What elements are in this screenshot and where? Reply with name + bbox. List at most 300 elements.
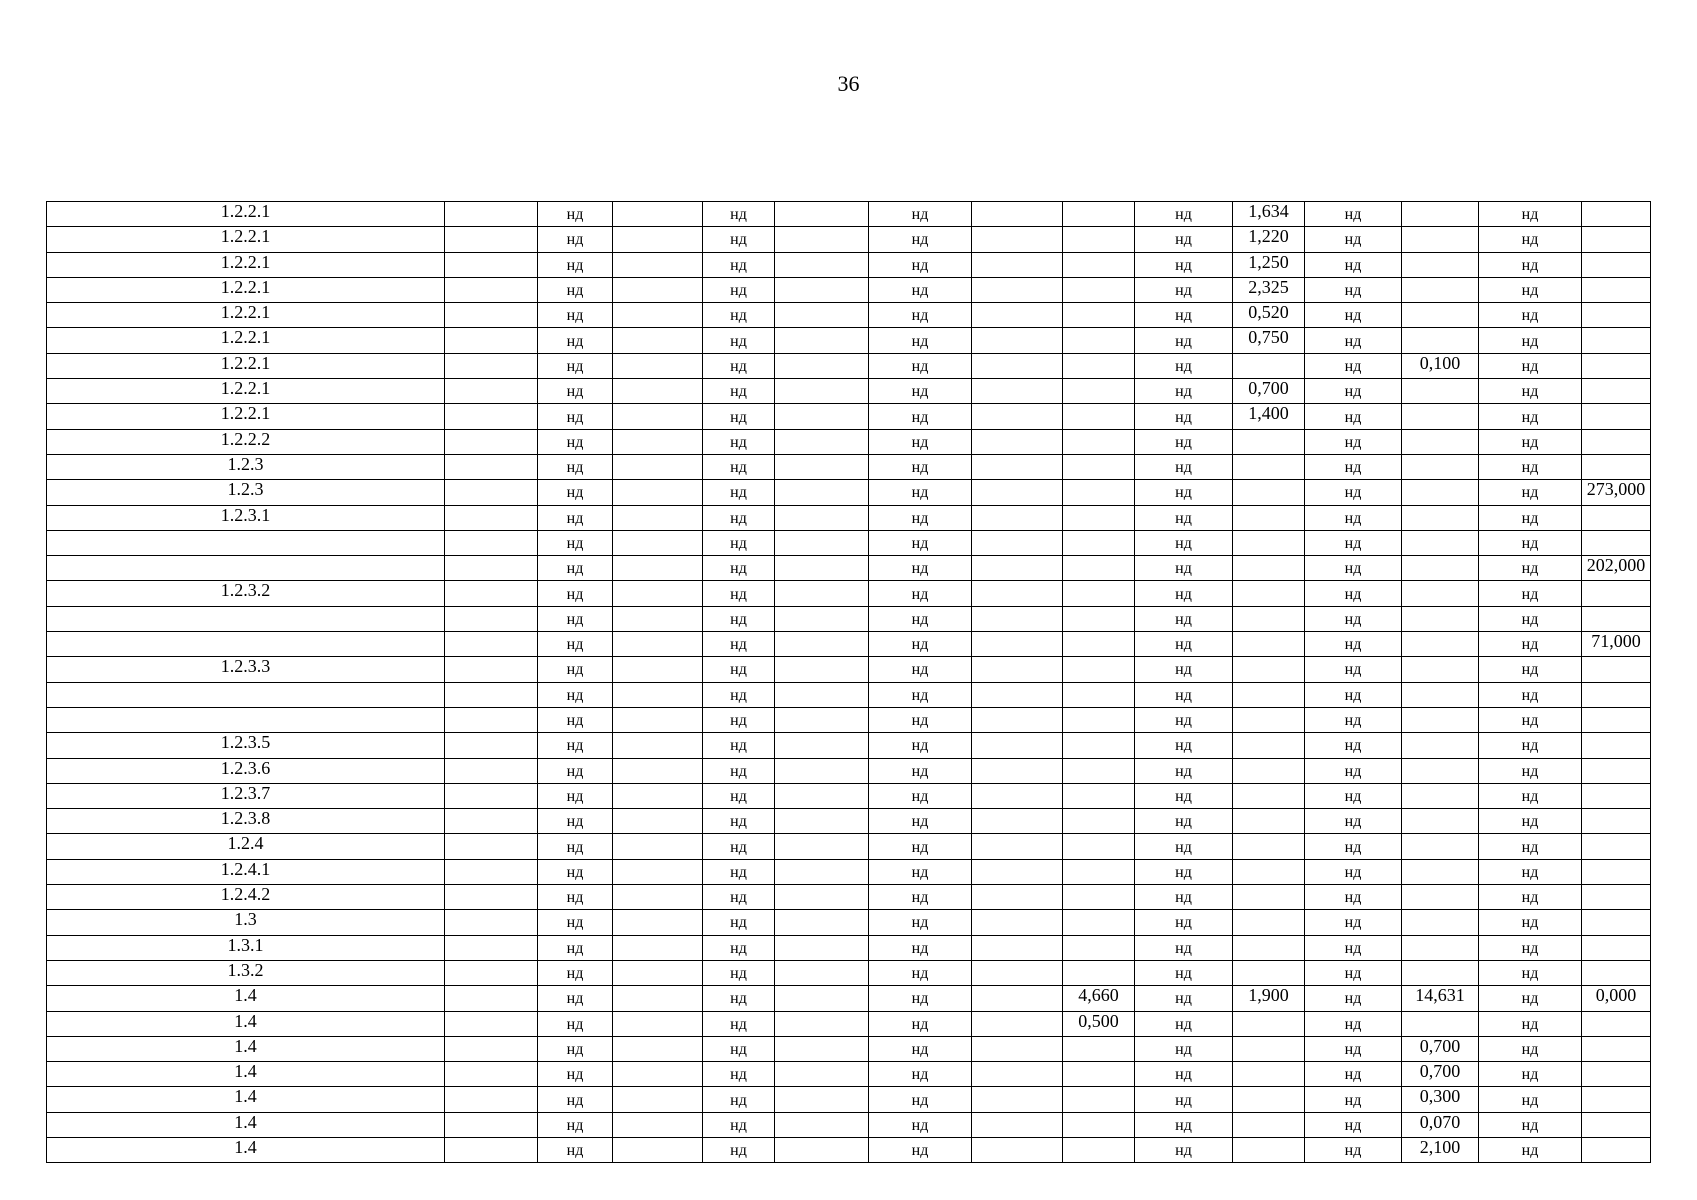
row-id-cell xyxy=(47,707,445,732)
table-cell: нд xyxy=(869,986,972,1011)
table-cell xyxy=(1233,505,1305,530)
table-cell xyxy=(445,429,538,454)
table-cell xyxy=(445,885,538,910)
table-cell xyxy=(1063,328,1135,353)
table-cell: нд xyxy=(1479,632,1582,657)
table-cell xyxy=(972,606,1063,631)
table-row xyxy=(47,859,1651,884)
table-cell: нд xyxy=(1135,1137,1233,1162)
table-cell xyxy=(445,505,538,530)
table-cell: нд xyxy=(1135,783,1233,808)
table-cell xyxy=(613,1036,703,1061)
table-cell: нд xyxy=(538,657,613,682)
table-cell xyxy=(1063,202,1135,227)
table-cell: нд xyxy=(703,758,775,783)
table-cell xyxy=(1063,505,1135,530)
table-cell: нд xyxy=(869,1062,972,1087)
table-cell xyxy=(1233,859,1305,884)
table-cell xyxy=(445,733,538,758)
row-id-cell xyxy=(47,682,445,707)
table-cell xyxy=(445,910,538,935)
table-cell xyxy=(1063,1036,1135,1061)
table-cell xyxy=(445,277,538,302)
table-cell xyxy=(1233,429,1305,454)
table-cell: нд xyxy=(538,809,613,834)
table-cell xyxy=(1582,809,1651,834)
table-cell xyxy=(445,606,538,631)
table-cell: 0,000 xyxy=(1582,986,1651,1011)
table-cell: нд xyxy=(1305,454,1402,479)
table-cell xyxy=(613,885,703,910)
table-cell: нд xyxy=(1305,783,1402,808)
table-cell: нд xyxy=(703,632,775,657)
table-cell xyxy=(1063,404,1135,429)
table-cell xyxy=(1582,353,1651,378)
table-cell: нд xyxy=(1305,252,1402,277)
table-cell: нд xyxy=(1305,657,1402,682)
table-cell xyxy=(972,910,1063,935)
table-cell: нд xyxy=(869,429,972,454)
table-cell: 14,631 xyxy=(1402,986,1479,1011)
table-cell xyxy=(775,379,869,404)
table-cell: нд xyxy=(703,809,775,834)
row-id-cell: 1.2.2.1 xyxy=(47,404,445,429)
table-cell: нд xyxy=(538,859,613,884)
table-cell xyxy=(1063,1137,1135,1162)
table-row xyxy=(47,657,1651,682)
table-cell: нд xyxy=(869,202,972,227)
table-cell: нд xyxy=(538,910,613,935)
table-cell: нд xyxy=(1479,707,1582,732)
table-cell xyxy=(1063,783,1135,808)
table-cell xyxy=(613,530,703,555)
table-cell xyxy=(613,682,703,707)
table-cell xyxy=(1233,935,1305,960)
table-cell: нд xyxy=(1305,834,1402,859)
row-id-cell: 1.2.2.1 xyxy=(47,353,445,378)
table-cell: нд xyxy=(1135,733,1233,758)
table-cell xyxy=(613,581,703,606)
page-number: 36 xyxy=(837,71,860,96)
table-row xyxy=(47,353,1651,378)
table-cell: нд xyxy=(703,733,775,758)
table-cell: нд xyxy=(703,1062,775,1087)
table-cell xyxy=(775,480,869,505)
table-cell xyxy=(1063,1087,1135,1112)
table-cell: нд xyxy=(869,758,972,783)
table-cell xyxy=(972,480,1063,505)
table-cell xyxy=(775,986,869,1011)
table-cell: нд xyxy=(1305,1137,1402,1162)
table-cell xyxy=(1233,632,1305,657)
table-cell: нд xyxy=(1135,657,1233,682)
table-cell xyxy=(775,606,869,631)
table-cell xyxy=(445,935,538,960)
table-cell xyxy=(775,303,869,328)
table-row xyxy=(47,809,1651,834)
table-cell: нд xyxy=(538,328,613,353)
table-cell: нд xyxy=(703,530,775,555)
table-row xyxy=(47,227,1651,252)
table-cell: нд xyxy=(703,834,775,859)
table-cell xyxy=(1063,1112,1135,1137)
table-cell: нд xyxy=(703,935,775,960)
table-cell xyxy=(1063,581,1135,606)
table-cell: нд xyxy=(703,581,775,606)
table-cell: нд xyxy=(703,556,775,581)
table-cell: 0,300 xyxy=(1402,1087,1479,1112)
table-cell xyxy=(972,809,1063,834)
table-cell xyxy=(775,227,869,252)
table-cell: нд xyxy=(1479,733,1582,758)
table-cell: нд xyxy=(869,277,972,302)
table-cell xyxy=(445,960,538,985)
table-cell: нд xyxy=(703,454,775,479)
table-cell: нд xyxy=(1305,1011,1402,1036)
table-cell: нд xyxy=(1305,429,1402,454)
table-cell: нд xyxy=(538,834,613,859)
table-row xyxy=(47,1112,1651,1137)
row-id-cell xyxy=(47,632,445,657)
table-cell: нд xyxy=(703,379,775,404)
table-cell: 1,400 xyxy=(1233,404,1305,429)
table-cell: нд xyxy=(703,682,775,707)
table-cell: нд xyxy=(703,859,775,884)
table-cell xyxy=(972,632,1063,657)
table-cell: нд xyxy=(1479,1087,1582,1112)
table-cell: нд xyxy=(1305,707,1402,732)
table-cell: нд xyxy=(538,379,613,404)
table-cell xyxy=(1233,353,1305,378)
table-cell: 1,900 xyxy=(1233,986,1305,1011)
table-cell xyxy=(1063,606,1135,631)
table-cell xyxy=(445,758,538,783)
table-cell: нд xyxy=(1135,632,1233,657)
table-cell xyxy=(1233,1112,1305,1137)
table-cell xyxy=(972,657,1063,682)
table-cell xyxy=(1233,454,1305,479)
table-cell: нд xyxy=(1135,277,1233,302)
table-cell xyxy=(972,303,1063,328)
table-cell: нд xyxy=(1305,1036,1402,1061)
table-cell xyxy=(445,379,538,404)
table-cell xyxy=(1402,530,1479,555)
row-id-cell: 1.2.2.2 xyxy=(47,429,445,454)
table-row xyxy=(47,1137,1651,1162)
table-cell: нд xyxy=(538,1036,613,1061)
table-cell: нд xyxy=(869,783,972,808)
table-row xyxy=(47,303,1651,328)
table-cell xyxy=(445,303,538,328)
table-cell xyxy=(445,632,538,657)
table-cell: нд xyxy=(1479,859,1582,884)
table-cell xyxy=(613,834,703,859)
table-cell xyxy=(775,809,869,834)
table-cell xyxy=(1402,202,1479,227)
row-id-cell: 1.2.3.1 xyxy=(47,505,445,530)
table-row xyxy=(47,404,1651,429)
table-cell: нд xyxy=(1305,606,1402,631)
table-cell: нд xyxy=(1305,935,1402,960)
table-cell: нд xyxy=(1135,910,1233,935)
table-cell xyxy=(1233,910,1305,935)
table-cell: нд xyxy=(869,353,972,378)
table-cell: нд xyxy=(1135,1087,1233,1112)
table-cell xyxy=(1402,379,1479,404)
row-id-cell: 1.4 xyxy=(47,1011,445,1036)
table-cell xyxy=(1233,480,1305,505)
table-cell xyxy=(972,834,1063,859)
table-cell xyxy=(1063,885,1135,910)
table-row xyxy=(47,530,1651,555)
table-cell xyxy=(1402,252,1479,277)
table-cell: нд xyxy=(538,733,613,758)
table-cell: нд xyxy=(1305,505,1402,530)
table-cell: нд xyxy=(538,227,613,252)
table-cell xyxy=(972,454,1063,479)
table-cell xyxy=(613,758,703,783)
table-cell xyxy=(445,480,538,505)
table-cell xyxy=(445,1112,538,1137)
table-cell xyxy=(1402,227,1479,252)
table-cell: нд xyxy=(1305,733,1402,758)
table-row xyxy=(47,328,1651,353)
table-cell: нд xyxy=(1479,277,1582,302)
table-cell: нд xyxy=(538,277,613,302)
table-cell xyxy=(1402,606,1479,631)
table-cell: нд xyxy=(538,960,613,985)
table-cell xyxy=(1063,303,1135,328)
table-cell xyxy=(445,682,538,707)
table-cell: 0,750 xyxy=(1233,328,1305,353)
table-cell xyxy=(775,707,869,732)
table-cell xyxy=(775,454,869,479)
table-cell: нд xyxy=(538,530,613,555)
table-cell xyxy=(775,581,869,606)
table-cell xyxy=(972,252,1063,277)
table-body xyxy=(47,202,1651,1163)
table-cell: нд xyxy=(869,252,972,277)
table-cell: нд xyxy=(869,379,972,404)
table-cell: нд xyxy=(1479,353,1582,378)
table-cell xyxy=(1402,783,1479,808)
table-cell xyxy=(613,353,703,378)
table-cell: нд xyxy=(538,986,613,1011)
row-id-cell: 1.2.3.3 xyxy=(47,657,445,682)
table-cell xyxy=(775,758,869,783)
row-id-cell: 1.2.3.8 xyxy=(47,809,445,834)
table-cell: 2,325 xyxy=(1233,277,1305,302)
table-cell: нд xyxy=(703,960,775,985)
table-cell xyxy=(1063,632,1135,657)
table-cell xyxy=(445,1087,538,1112)
table-cell xyxy=(613,935,703,960)
table-cell xyxy=(1402,733,1479,758)
table-cell xyxy=(1402,809,1479,834)
table-cell xyxy=(972,1011,1063,1036)
table-cell: нд xyxy=(538,252,613,277)
table-cell: нд xyxy=(1479,379,1582,404)
table-cell xyxy=(1582,404,1651,429)
table-cell: нд xyxy=(1479,303,1582,328)
table-cell: нд xyxy=(538,581,613,606)
table-cell xyxy=(1402,960,1479,985)
table-cell xyxy=(1233,1036,1305,1061)
table-cell xyxy=(1063,657,1135,682)
table-cell xyxy=(972,1062,1063,1087)
table-cell xyxy=(972,707,1063,732)
table-cell xyxy=(1582,1062,1651,1087)
row-id-cell: 1.2.4.1 xyxy=(47,859,445,884)
table-cell xyxy=(1233,1087,1305,1112)
table-cell: нд xyxy=(1479,1137,1582,1162)
table-cell: нд xyxy=(703,606,775,631)
table-cell xyxy=(1582,581,1651,606)
table-cell xyxy=(775,252,869,277)
table-cell: нд xyxy=(1479,202,1582,227)
table-cell xyxy=(1582,606,1651,631)
table-cell: нд xyxy=(1305,1112,1402,1137)
row-id-cell: 1.4 xyxy=(47,986,445,1011)
table-cell xyxy=(972,429,1063,454)
table-cell xyxy=(445,783,538,808)
table-cell: нд xyxy=(1479,1036,1582,1061)
table-cell: 4,660 xyxy=(1063,986,1135,1011)
row-id-cell: 1.3 xyxy=(47,910,445,935)
table-cell: 202,000 xyxy=(1582,556,1651,581)
table-cell: нд xyxy=(1479,1112,1582,1137)
table-cell xyxy=(775,328,869,353)
table-cell: нд xyxy=(703,783,775,808)
table-cell xyxy=(445,328,538,353)
table-cell xyxy=(1582,429,1651,454)
table-cell xyxy=(613,328,703,353)
row-id-cell: 1.3.1 xyxy=(47,935,445,960)
table-cell: нд xyxy=(1479,885,1582,910)
table-cell xyxy=(613,252,703,277)
table-cell xyxy=(613,783,703,808)
table-cell: нд xyxy=(1479,834,1582,859)
table-cell: нд xyxy=(1479,328,1582,353)
table-cell xyxy=(972,758,1063,783)
table-cell xyxy=(1063,530,1135,555)
table-cell xyxy=(1402,581,1479,606)
table-cell: нд xyxy=(1479,227,1582,252)
table-cell: нд xyxy=(869,1011,972,1036)
table-cell: нд xyxy=(1135,454,1233,479)
table-cell: нд xyxy=(869,404,972,429)
table-cell: нд xyxy=(1305,379,1402,404)
row-id-cell: 1.2.2.1 xyxy=(47,202,445,227)
table-cell: нд xyxy=(538,707,613,732)
table-cell xyxy=(1063,707,1135,732)
table-cell xyxy=(613,227,703,252)
table-cell xyxy=(775,682,869,707)
table-cell xyxy=(775,910,869,935)
table-cell xyxy=(1063,429,1135,454)
table-cell xyxy=(1582,733,1651,758)
table-cell: нд xyxy=(703,353,775,378)
table-cell: нд xyxy=(703,1011,775,1036)
table-cell xyxy=(972,783,1063,808)
row-id-cell: 1.2.2.1 xyxy=(47,252,445,277)
row-id-cell: 1.2.2.1 xyxy=(47,379,445,404)
table-row xyxy=(47,277,1651,302)
table-cell: нд xyxy=(1135,505,1233,530)
table-cell xyxy=(775,556,869,581)
table-cell: нд xyxy=(538,1011,613,1036)
table-cell: нд xyxy=(1135,429,1233,454)
table-cell: нд xyxy=(1135,885,1233,910)
row-id-cell: 1.2.3.7 xyxy=(47,783,445,808)
table-cell xyxy=(1402,657,1479,682)
table-cell: нд xyxy=(869,505,972,530)
table-cell xyxy=(613,277,703,302)
table-cell xyxy=(972,202,1063,227)
table-cell xyxy=(775,783,869,808)
table-cell: нд xyxy=(538,404,613,429)
table-cell xyxy=(1402,834,1479,859)
table-cell: 71,000 xyxy=(1582,632,1651,657)
table-cell xyxy=(1233,556,1305,581)
table-cell xyxy=(775,935,869,960)
table-cell: нд xyxy=(1305,1087,1402,1112)
table-cell xyxy=(1582,1137,1651,1162)
table-cell: нд xyxy=(1305,885,1402,910)
table-row xyxy=(47,429,1651,454)
table-cell: нд xyxy=(869,1137,972,1162)
row-id-cell xyxy=(47,530,445,555)
table-cell: 0,070 xyxy=(1402,1112,1479,1137)
table-cell: нд xyxy=(1135,758,1233,783)
table-cell xyxy=(972,227,1063,252)
table-cell xyxy=(445,581,538,606)
table-cell: нд xyxy=(869,657,972,682)
table-row xyxy=(47,960,1651,985)
table-cell xyxy=(1402,429,1479,454)
table-cell: нд xyxy=(869,809,972,834)
table-cell: нд xyxy=(538,505,613,530)
table-cell: нд xyxy=(1305,632,1402,657)
table-cell xyxy=(1402,328,1479,353)
table-cell: 0,520 xyxy=(1233,303,1305,328)
row-id-cell: 1.4 xyxy=(47,1137,445,1162)
table-cell xyxy=(613,379,703,404)
table-cell xyxy=(972,935,1063,960)
table-cell: нд xyxy=(1135,303,1233,328)
table-cell xyxy=(613,202,703,227)
table-cell: нд xyxy=(703,480,775,505)
table-cell: нд xyxy=(1305,480,1402,505)
table-cell: нд xyxy=(869,733,972,758)
table-cell: 1,250 xyxy=(1233,252,1305,277)
table-cell xyxy=(1582,960,1651,985)
table-cell xyxy=(1063,758,1135,783)
table-row xyxy=(47,758,1651,783)
table-cell: нд xyxy=(1135,1112,1233,1137)
table-cell xyxy=(972,1137,1063,1162)
table-cell: нд xyxy=(869,1112,972,1137)
table-row xyxy=(47,733,1651,758)
table-cell: нд xyxy=(1479,682,1582,707)
table-cell: 0,100 xyxy=(1402,353,1479,378)
row-id-cell: 1.2.4.2 xyxy=(47,885,445,910)
table-cell: нд xyxy=(1479,530,1582,555)
table-cell: нд xyxy=(703,505,775,530)
table-cell: нд xyxy=(869,530,972,555)
table-cell: нд xyxy=(869,454,972,479)
table-cell: нд xyxy=(703,1137,775,1162)
